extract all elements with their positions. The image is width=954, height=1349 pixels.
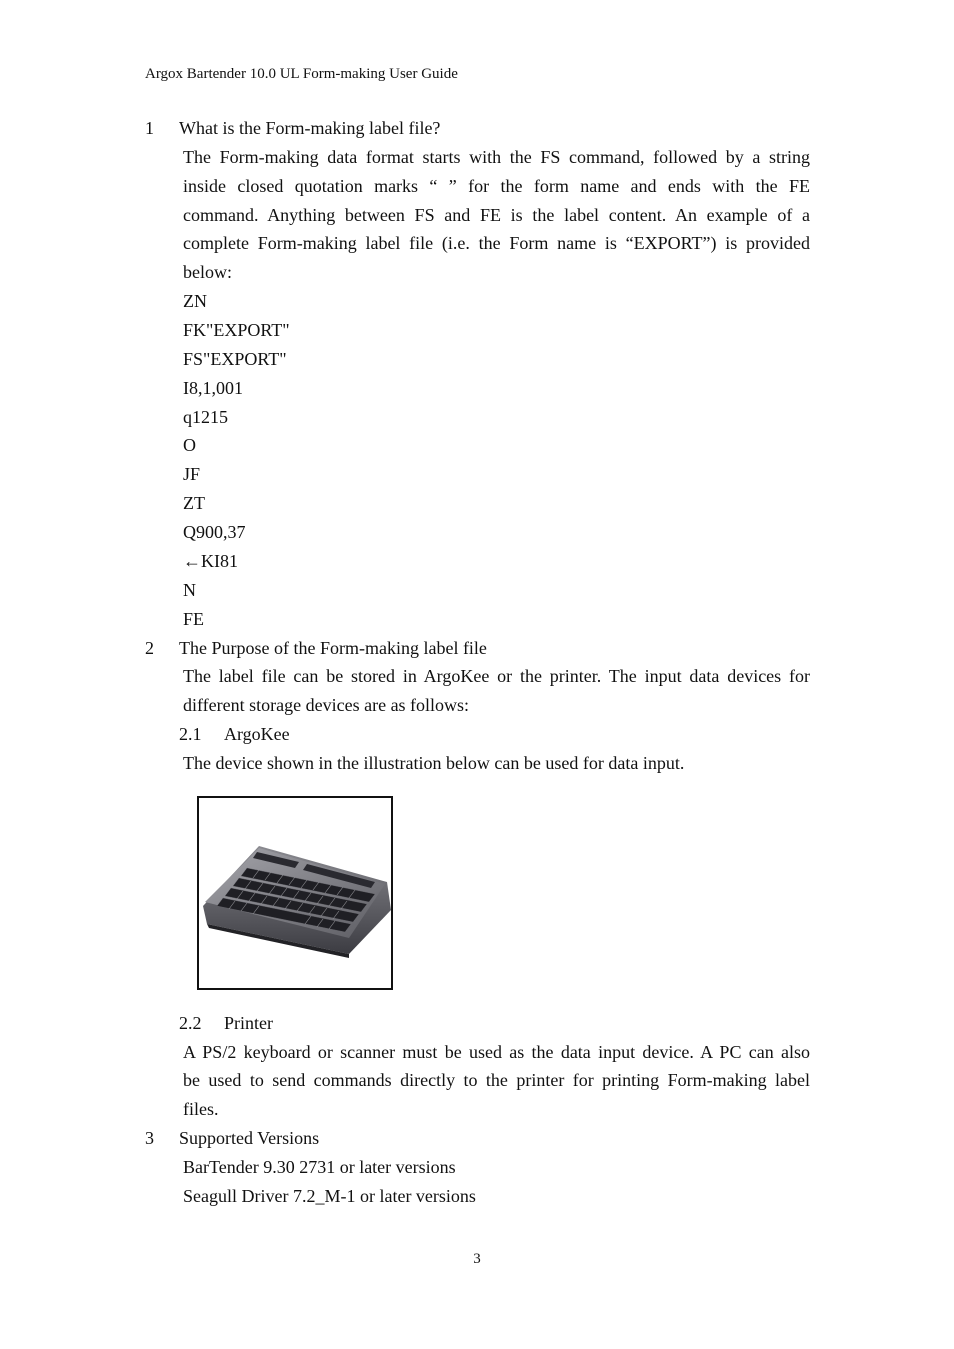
- code-line: ZT: [183, 493, 205, 513]
- section-1-paragraph-line: inside closed quotation marks “ ” for the form name and ends with the FE: [183, 176, 810, 196]
- code-line: Q900,37: [183, 522, 246, 542]
- subsection-2-1-text: The device shown in the illustration below can be used for data input.: [183, 753, 685, 773]
- section-3-number: 3: [145, 1128, 154, 1148]
- section-2-title: The Purpose of the Form-making label file: [179, 638, 487, 658]
- section-2-number: 2: [145, 638, 154, 658]
- section-2-paragraph-line: The label file can be stored in ArgoKee or the printer. The input data devices for: [183, 666, 810, 686]
- code-line: ←KI81: [183, 551, 238, 571]
- section-2-paragraph-line: different storage devices are as follows:: [183, 695, 470, 715]
- page-number: 3: [473, 1251, 481, 1267]
- subsection-2-2-number: 2.2: [179, 1013, 202, 1033]
- code-line: I8,1,001: [183, 378, 243, 398]
- code-line: JF: [183, 464, 201, 484]
- section-1-title: What is the Form-making label file?: [179, 118, 441, 138]
- subsection-2-2-title: Printer: [224, 1013, 273, 1033]
- code-line: N: [183, 580, 196, 600]
- section-3-title: Supported Versions: [179, 1128, 320, 1148]
- code-line: FS"EXPORT": [183, 349, 287, 369]
- version-line: Seagull Driver 7.2_M-1 or later versions: [183, 1186, 476, 1206]
- section-1-paragraph-line: below:: [183, 262, 232, 282]
- keyboard-photo-icon: [199, 798, 391, 988]
- code-line: O: [183, 435, 196, 455]
- subsection-2-1-number: 2.1: [179, 724, 202, 744]
- code-line: FE: [183, 609, 205, 629]
- keyboard-photo: [197, 796, 393, 990]
- version-line: BarTender 9.30 2731 or later versions: [183, 1157, 456, 1177]
- subsection-2-2-paragraph-line: be used to send commands directly to the printer for printing Form-making label: [183, 1070, 810, 1090]
- subsection-2-1-title: ArgoKee: [224, 724, 290, 744]
- page-header: Argox Bartender 10.0 UL Form-making User Guide: [145, 66, 458, 82]
- section-1-paragraph-line: complete Form-making label file (i.e. the Form name is “EXPORT”) is provided: [183, 233, 810, 253]
- section-1-paragraph-line: command. Anything between FS and FE is the label content. An example of a: [183, 205, 810, 225]
- code-line: ZN: [183, 291, 207, 311]
- code-line: FK"EXPORT": [183, 320, 290, 340]
- code-line: q1215: [183, 407, 228, 427]
- section-1-paragraph-line: The Form-making data format starts with the FS command, followed by a string: [183, 147, 810, 167]
- subsection-2-2-paragraph-line: files.: [183, 1099, 219, 1119]
- section-1-number: 1: [145, 118, 154, 138]
- subsection-2-2-paragraph-line: A PS/2 keyboard or scanner must be used as the data input device. A PC can also: [183, 1042, 810, 1062]
